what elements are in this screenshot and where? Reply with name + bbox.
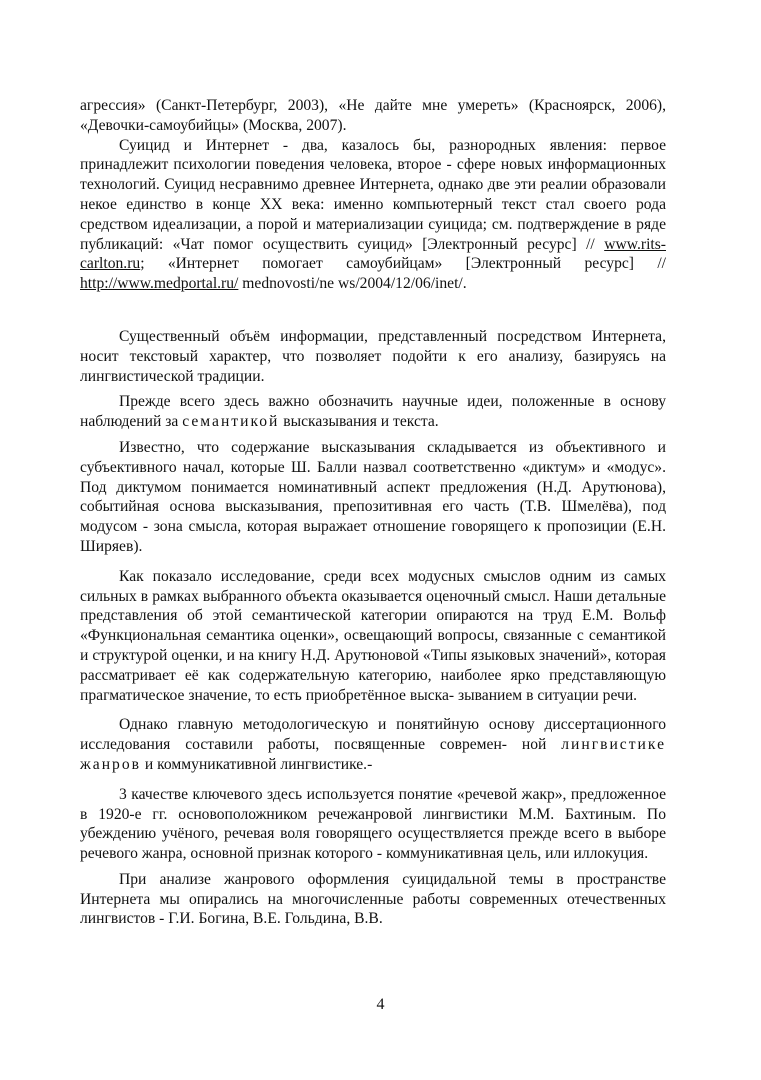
paragraph-3-text: Существенный объём информации, представленный посредством Интернета, носит текстовый характер, что позволяет подойти к его анализу, базируясь на лингвистической традиции. [80,327,666,385]
paragraph-6-text-b: зыванием в ситуации речи. [457,686,638,704]
link-rits-carlton[interactable]: www.rits-carlton.ru [80,235,666,273]
document-page [80,96,666,929]
paragraph-9 [80,870,666,929]
paragraph-7-spaced-term: лингвистике жанров [80,736,666,773]
link-medportal[interactable]: http://www.medportal.ru/ [80,275,239,293]
paragraph-1 [80,96,666,136]
paragraph-9-text: При анализе жанрового оформления суицидальной темы в пространстве Интернета мы опирались на многочисленные работы современных отечественных лингвистов - Г.И. Богина, В.Е. Гольдина, В.В. [80,870,666,928]
paragraph-7 [80,715,666,774]
page-number: 4 [376,996,385,1013]
paragraph-4-spaced-term: семантикой [182,413,280,431]
paragraph-2 [80,136,666,294]
paragraph-5-text: Известно, что содержание высказывания складывается из объективного и субъективного начал, которые Ш. Балли назвал соответственно «диктум» и «модус». Под диктумом понимается номинативный аспект предложения (Н.Д. Арутюнова), событийная основа высказывания, препозитивная его часть (Т.В. Шмелёва), под модусом - зона смысла, которая выражает отношение говорящего к пропозиции (Е.Н. Ширяев). [80,438,666,555]
paragraph-2-text-c: mednovosti/ne ws/2004/12/06/inet/. [238,275,467,293]
paragraph-4 [80,392,666,432]
paragraph-7-text-b: ной [521,736,562,754]
paragraph-4-text-b: высказывания и текста. [279,413,439,431]
paragraph-2-text-b: ; «Интернет помогает самоубийцам» [Электронный ресурс] // [140,255,666,273]
paragraph-6-text-a: Как показало исследование, среди всех модусных смыслов одним из самых сильных в рамках выбранного объекта оказывается оценочный смысл. Наши детальные представления об этой семантической категории опираются на труд Е.М. Вольф «Функциональная семантика оценки», освещающий вопросы, связанные с семантикой и структурой оценки, и на книгу Н.Д. Арутюновой «Типы языковых значений», которая рассматривает её как содержательную категорию, наиболее ярко представляющую прагматическое значение, то есть приобретённое выска- [80,567,666,704]
paragraph-1-text: агрессия» (Санкт-Петербург, 2003), «Не дайте мне умереть» (Красноярск, 2006), «Девочки-самоубийцы» (Москва, 2007). [80,97,666,134]
paragraph-7-text-a: Однако главную методологическую и понятийную основу диссертационного исследования составили работы, посвященные современ- [80,716,666,754]
paragraph-2-text-a: Суицид и Интернет - два, казалось бы, разнородных явления: первое принадлежит психологии поведения человека, второе - сфере новых информационных технологий. Суицид несравнимо древнее Интернета, однако две эти реалии образовали некое единство в конце XX века: именно компьютерный текст стал своего рода средством идеализации, а порой и материализации суицида; см. подтверждение в ряде публикаций: «Чат помог осуществить суицид» [Электронный ресурс] // [80,136,666,253]
paragraph-3 [80,327,666,386]
paragraph-7-text-c: и коммуникативной лингвистике.- [141,755,373,773]
paragraph-6 [80,567,666,706]
paragraph-5 [80,438,666,557]
paragraph-8 [80,785,666,864]
paragraph-8-text: 3 качестве ключевого здесь используется понятие «речевой жакр», предложенное в 1920-е гг. основоположником речежанровой лингвистики М.М. Бахтиным. По убеждению учёного, речевая воля говорящего осуществляется прежде всего в выборе речевого жанра, основной признак которого - коммуникативная цель, или иллокуция. [80,785,666,863]
paragraph-4-text-a: Прежде всего здесь важно обозначить научные идеи, положенные в основу наблюдений за [80,393,666,431]
